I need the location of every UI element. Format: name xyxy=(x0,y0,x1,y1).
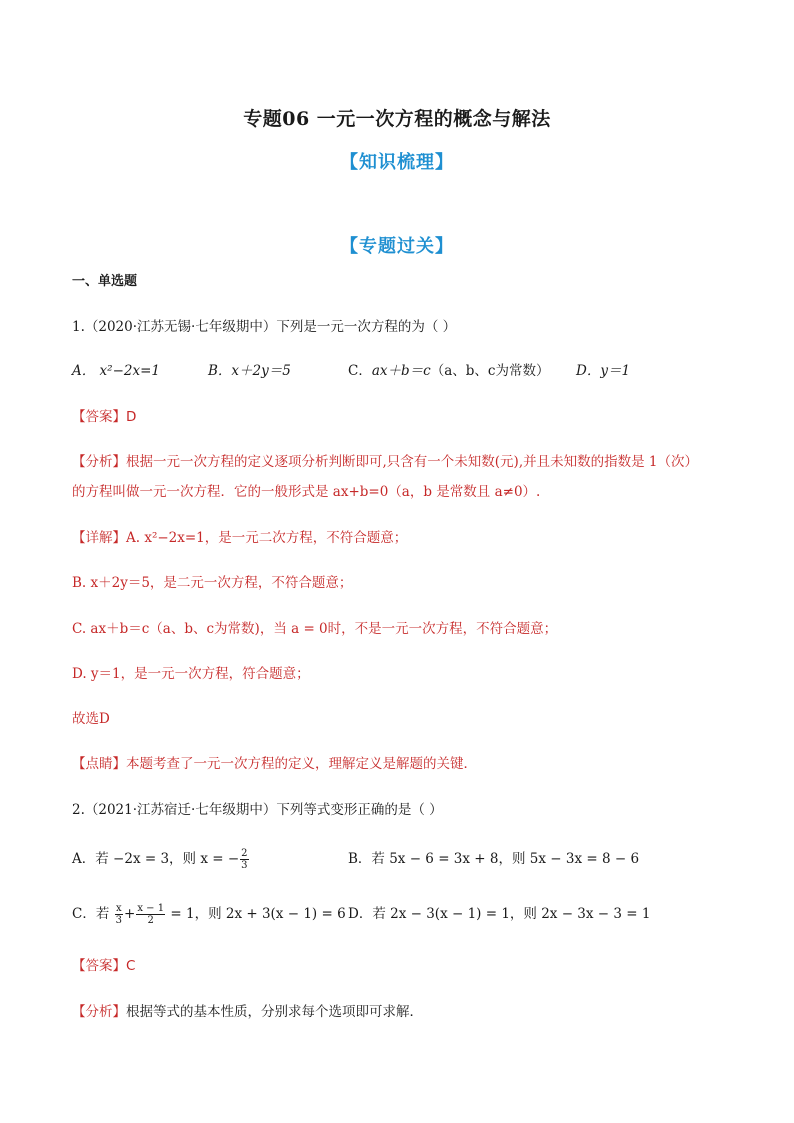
detail-a-text: A. x²−2x=1，是一元二次方程，不符合题意； xyxy=(126,530,408,546)
detail-tag: 【详解】 xyxy=(72,530,126,546)
q2-option-d: D．若 2x − 3(x − 1) = 1，则 2x − 3x − 3 = 1 xyxy=(348,906,651,922)
q2-option-c-fraction-2 xyxy=(136,903,165,926)
q2-answer xyxy=(72,957,135,975)
part-heading: 一、单选题 xyxy=(72,274,138,289)
fraction-denominator: 2 xyxy=(147,915,154,926)
answer-tag: 【答案】 xyxy=(72,409,126,425)
analysis-text: 根据一元一次方程的定义逐项分析判断即可,只含有一个未知数(元),并且未知数的指数是 1（次） xyxy=(126,454,698,470)
comment-tag: 【点睛】 xyxy=(72,756,126,772)
analysis-tag: 【分析】 xyxy=(72,454,126,470)
answer-value: D xyxy=(126,409,137,425)
q1-detail-a xyxy=(72,529,407,547)
fraction-numerator: 2 xyxy=(241,848,248,859)
q2-option-c xyxy=(72,903,346,926)
analysis-tag: 【分析】 xyxy=(72,1004,126,1020)
q1-option-d: D．y＝1 xyxy=(576,363,631,379)
q2-option-c-post: = 1，则 2x + 3(x − 1) = 6 xyxy=(170,906,346,922)
q1-detail-c: C. ax＋b＝c（a、b、c为常数)，当 a = 0时，不是一元一次方程，不符合题意； xyxy=(72,621,558,637)
section-practice: 【专题过关】 xyxy=(340,236,454,257)
q1-answer xyxy=(72,408,136,426)
fraction-denominator: 3 xyxy=(241,860,248,871)
fraction-numerator: x − 1 xyxy=(137,903,165,914)
section-knowledge: 【知识梳理】 xyxy=(340,152,454,173)
q2-option-b: B．若 5x − 6 = 3x + 8，则 5x − 3x = 8 − 6 xyxy=(348,851,640,867)
q2-option-a xyxy=(72,848,250,871)
fraction-denominator: 3 xyxy=(115,915,123,926)
q1-analysis-line1 xyxy=(72,453,698,471)
q1-option-c-math: ax＋b＝c xyxy=(371,363,431,379)
page-title: 专题06 一元一次方程的概念与解法 xyxy=(243,108,551,130)
q1-option-c xyxy=(348,362,549,380)
q1-stem: 1.（2020·江苏无锡·七年级期中）下列是一元一次方程的为（ ） xyxy=(72,319,457,335)
q2-option-a-fraction xyxy=(240,848,248,871)
q2-analysis xyxy=(72,1003,423,1021)
q2-option-c-pre: C．若 xyxy=(72,906,110,922)
q1-option-c-note: （a、b、c为常数） xyxy=(430,363,550,379)
q1-conclusion: 故选D xyxy=(72,711,110,727)
q2-option-a-text: A．若 −2x = 3，则 x = − xyxy=(72,851,240,867)
q2-stem: 2.（2021·江苏宿迁·七年级期中）下列等式变形正确的是（ ） xyxy=(72,802,443,818)
answer-tag: 【答案】 xyxy=(72,958,126,974)
q2-option-c-plus: + xyxy=(124,906,136,922)
analysis-text: 根据等式的基本性质，分别求每个选项即可求解． xyxy=(126,1004,423,1020)
q1-comment xyxy=(72,755,477,773)
q1-option-c-label: C． xyxy=(348,363,372,379)
q2-option-c-fraction-1 xyxy=(115,903,123,926)
answer-value: C xyxy=(126,958,136,974)
q1-analysis-line2: 的方程叫做一元一次方程．它的一般形式是 ax+b=0（a，b 是常数且 a≠0）. xyxy=(72,484,541,500)
q1-option-b: B．x＋2y＝5 xyxy=(208,363,291,379)
q1-option-a: A． x²−2x=1 xyxy=(72,363,160,379)
q1-detail-d: D. y＝1，是一元一次方程，符合题意； xyxy=(72,666,310,682)
q1-detail-b: B. x＋2y＝5，是二元一次方程，不符合题意； xyxy=(72,575,353,591)
fraction-numerator: x xyxy=(116,903,122,914)
comment-text: 本题考查了一元一次方程的定义，理解定义是解题的关键． xyxy=(126,756,477,772)
